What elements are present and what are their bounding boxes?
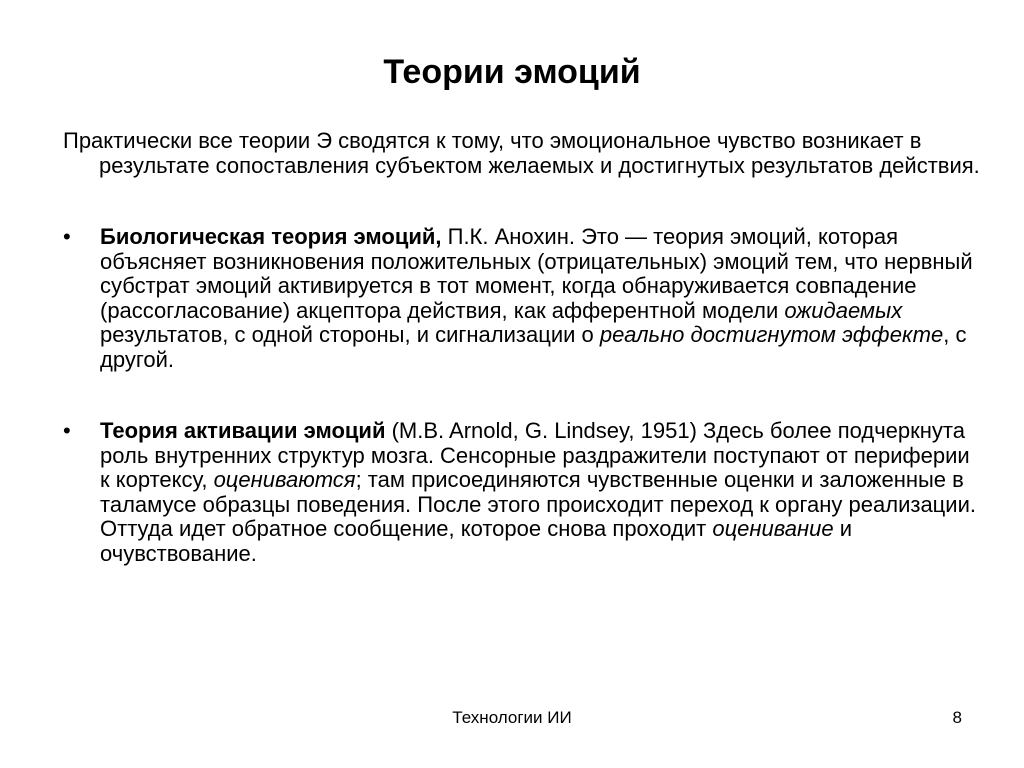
bullet-text: П.К. Анохин. Это — теория эмоций, которая объясняет возникновения положительных (отрицательных) эмоций тем, что нервный субстрат эмоций активируется в тот момент, когда обнаруживается совпадение (рассогласование) акцептора действия, как афферентной модели — [100, 224, 973, 323]
footer-course-title: Технологии ИИ — [452, 708, 572, 727]
intro-paragraph: Практически все теории Э сводятся к тому, что эмоциональное чувство возникает в результате сопоставления субъектом желаемых и достигнутых результатов действия. — [63, 128, 980, 178]
bullet-emphasis: оценивание — [712, 516, 834, 541]
bullet-text: , с другой. — [100, 322, 967, 372]
bullet-heading: Биологическая теория эмоций, — [100, 224, 442, 249]
bullet-text: ; там присоединяются чувственные оценки и заложенные в таламусе образцы поведения. После этого происходит переход к органу реализации. Оттуда идет обратное сообщение, которое снова проходит — [100, 467, 976, 541]
bullet-text: результатов, с одной стороны, и сигнализации о — [100, 322, 600, 347]
page-number: 8 — [952, 708, 962, 727]
bullet-emphasis: реально достигнутом эффекте — [599, 322, 944, 347]
bullet-icon: • — [63, 418, 71, 443]
bullet-text: и очувствование. — [100, 516, 852, 566]
bullet-heading: Теория активации эмоций — [100, 418, 386, 443]
bullet-emphasis: оцениваются — [213, 467, 356, 492]
slide-title: Теории эмоций — [383, 53, 641, 91]
slide-content — [63, 129, 983, 613]
bullet-activation-theory — [63, 419, 983, 566]
bullet-biological-theory — [63, 225, 983, 372]
bullet-text: (M.B. Arnold, G. Lindsey, 1951) Здесь более подчеркнута роль внутренних структур мозга. Сенсорные раздражители поступают от периферии к кортексу, — [100, 418, 970, 492]
bullet-icon: • — [63, 224, 71, 249]
bullet-emphasis: ожидаемых — [784, 297, 903, 323]
